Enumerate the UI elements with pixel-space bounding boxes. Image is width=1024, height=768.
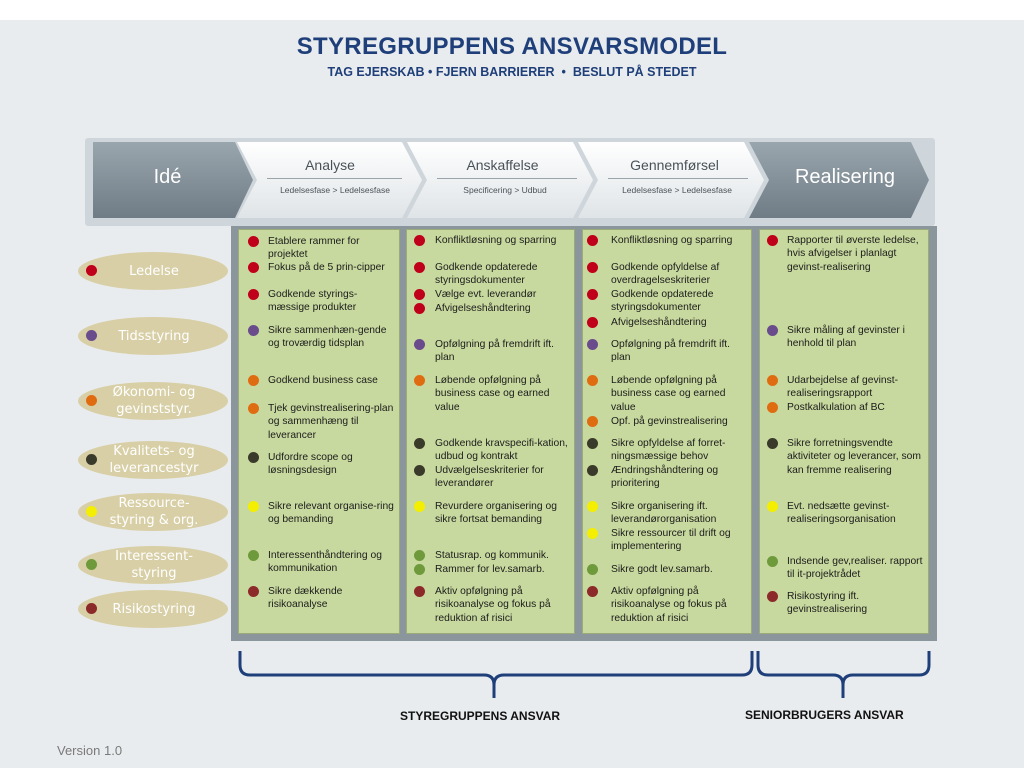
responsibility-item: Etablere rammer for projektet: [268, 236, 360, 261]
stage-gennemforsel-sub: Ledelsesfase > Ledelsesfase: [622, 185, 732, 195]
category-pill: [78, 317, 228, 355]
seniorbruger-responsibility-label: SENIORBRUGERS ANSVAR: [745, 708, 904, 722]
category-pill: [78, 590, 228, 628]
stage-realisering-label: Realisering: [794, 166, 896, 188]
category-dot-icon: [767, 402, 778, 413]
category-dot-icon: [86, 603, 97, 614]
category-dot-icon: [414, 303, 425, 314]
responsibility-item: Fokus på de 5 prin-cipper: [268, 262, 385, 273]
category-dot-icon: [414, 564, 425, 575]
category-dot-icon: [414, 339, 425, 350]
responsibility-item: Sikre måling af gevinster i henhold til plan: [787, 325, 905, 350]
category-pill: [78, 546, 228, 584]
responsibility-item: Indsende gev,realiser. rapport til it-projektrådet: [787, 556, 923, 581]
category-dot-icon: [86, 506, 97, 517]
page-subtitle: TAG EJERSKAB • FJERN BARRIERER • BESLUT PÅ STEDET: [327, 65, 697, 79]
category-dot-icon: [248, 452, 259, 463]
responsibility-item: Godkende kravspecifi-kation, udbud og kontrakt: [435, 438, 568, 463]
category-dot-icon: [248, 586, 259, 597]
category-dot-icon: [248, 289, 259, 300]
category-dot-icon: [587, 339, 598, 350]
stage-ide-label: Idé: [153, 166, 182, 188]
category-dot-icon: [587, 528, 598, 539]
responsibility-item: Aktiv opfølgning på risikoanalyse og fokus på reduktion af risici: [611, 586, 727, 624]
responsibility-item: Løbende opfølgning på business case og earned value: [435, 375, 550, 413]
responsibility-item: Godkende opdaterede styringsdokumenter: [611, 289, 714, 314]
responsibility-item: Risikostyring ift. gevinstrealisering: [787, 591, 868, 616]
category-dot-icon: [248, 236, 259, 247]
stage-analyse-label: Analyse: [305, 157, 355, 173]
responsibility-item: Sikre relevant organise-ring og bemanding: [268, 501, 394, 526]
category-label: Ledelse: [129, 263, 179, 279]
category-dot-icon: [414, 586, 425, 597]
responsibility-item: Opfølgning på fremdrift ift. plan: [435, 339, 555, 364]
stage-anskaffelse-label: Anskaffelse: [466, 157, 539, 173]
category-pill: [78, 493, 228, 531]
category-dot-icon: [414, 550, 425, 561]
category-label: Ressource-styring & org.: [109, 496, 199, 528]
responsibility-item: Sikre organisering ift. leverandørorganisation: [611, 501, 717, 526]
responsibility-item: Sikre opfyldelse af forret-ningsmæssige behov: [611, 438, 726, 463]
responsibility-item: Vælge evt. leverandør: [435, 289, 537, 300]
stage-anskaffelse-sub: Specificering > Udbud: [463, 185, 547, 195]
responsibility-item: Sikre sammenhæn-gende og troværdig tidsplan: [268, 325, 387, 350]
category-dot-icon: [414, 235, 425, 246]
stage-gennemforsel-label: Gennemførsel: [630, 157, 719, 173]
responsibility-item: Godkende opdaterede styringsdokumenter: [435, 262, 538, 287]
responsibility-item: Godkende opfyldelse af overdragelseskriterier: [611, 262, 720, 287]
category-label: Økonomi- og gevinststyr.: [112, 385, 196, 417]
category-label: Tidsstyring: [118, 328, 190, 344]
category-dot-icon: [767, 375, 778, 386]
category-dot-icon: [587, 465, 598, 476]
category-dot-icon: [248, 375, 259, 386]
responsibility-item: Tjek gevinstrealisering-plan og sammenhæng til leverancer: [268, 403, 394, 441]
responsibility-item: Udfordre scope og løsningsdesign: [268, 452, 353, 477]
responsibility-item: Sikre forretningsvendte aktiviteter og leverancer, som kan fremme realisering: [787, 438, 921, 476]
category-dot-icon: [414, 289, 425, 300]
category-dot-icon: [587, 375, 598, 386]
category-dot-icon: [587, 317, 598, 328]
category-dot-icon: [767, 438, 778, 449]
category-dot-icon: [767, 325, 778, 336]
category-dot-icon: [767, 235, 778, 246]
category-dot-icon: [86, 395, 97, 406]
responsibility-item: Interessenthåndtering og kommunikation: [268, 550, 382, 575]
responsibility-item: Rammer for lev.samarb.: [435, 564, 545, 575]
stage-analyse-arrow: [237, 142, 422, 218]
responsibility-item: Konfliktløsning og sparring: [435, 235, 557, 246]
stage-analyse-divider: [267, 178, 402, 179]
category-dot-icon: [414, 438, 425, 449]
category-label: Risikostyring: [112, 601, 196, 617]
responsibility-item: Udvælgelseskriterier for leverandører: [435, 465, 544, 490]
category-dot-icon: [587, 501, 598, 512]
category-dot-icon: [86, 330, 97, 341]
styregruppe-responsibility-label: STYREGRUPPENS ANSVAR: [400, 709, 561, 723]
category-dot-icon: [248, 501, 259, 512]
responsibility-item: Opf. på gevinstrealisering: [611, 416, 728, 427]
responsibility-item: Afvigelseshåndtering: [611, 317, 707, 328]
category-dot-icon: [248, 325, 259, 336]
stage-anskaffelse-arrow: [407, 142, 593, 218]
category-dot-icon: [587, 564, 598, 575]
responsibility-item: Godkend business case: [268, 375, 378, 386]
category-dot-icon: [414, 465, 425, 476]
stage-gennemforsel-divider: [608, 178, 748, 179]
version-label: Version 1.0: [57, 743, 123, 758]
category-dot-icon: [767, 591, 778, 602]
responsibility-item: Evt. nedsætte gevinst-realiseringsorganisation: [787, 501, 896, 526]
category-dot-icon: [767, 556, 778, 567]
category-dot-icon: [414, 375, 425, 386]
responsibility-item: Aktiv opfølgning på risikoanalyse og fokus på reduktion af risici: [435, 586, 551, 624]
category-dot-icon: [248, 550, 259, 561]
category-label: Kvalitets- og leverancestyr: [109, 444, 199, 476]
responsibility-item: Sikre dækkende risikoanalyse: [268, 586, 343, 611]
category-dot-icon: [86, 559, 97, 570]
page-title: STYREGRUPPENS ANSVARSMODEL: [296, 33, 728, 60]
responsibility-item: Rapporter til øverste ledelse, hvis afvigelser i planlagt gevinst-realisering: [787, 235, 919, 273]
responsibility-item: Sikre godt lev.samarb.: [611, 564, 713, 575]
responsibility-item: Udarbejdelse af gevinst-realiseringsrapport: [787, 375, 899, 400]
responsibility-item: Godkende styrings-mæssige produkter: [268, 289, 358, 314]
category-dot-icon: [414, 501, 425, 512]
category-dot-icon: [248, 262, 259, 273]
responsibility-item: Statusrap. og kommunik.: [435, 550, 549, 561]
category-pill: [78, 252, 228, 290]
responsibility-item: Ændringshåndtering og prioritering: [611, 465, 719, 490]
responsibility-item: Revurdere organisering og sikre fortsat bemanding: [435, 501, 557, 526]
responsibility-item: Opfølgning på fremdrift ift. plan: [611, 339, 731, 364]
category-dot-icon: [86, 454, 97, 465]
responsibility-item: Postkalkulation af BC: [787, 402, 885, 413]
category-dot-icon: [767, 501, 778, 512]
category-pill: [78, 382, 228, 420]
category-dot-icon: [587, 262, 598, 273]
category-label: Interessent-styring: [115, 549, 193, 581]
stage-anskaffelse-divider: [437, 178, 577, 179]
responsibility-item: Afvigelseshåndtering: [435, 303, 531, 314]
stage-analyse-sub: Ledelsesfase > Ledelsesfase: [280, 185, 390, 195]
category-dot-icon: [587, 289, 598, 300]
responsibility-item: Sikre ressourcer til drift og implementering: [611, 528, 731, 553]
category-dot-icon: [587, 416, 598, 427]
responsibility-item: Konfliktløsning og sparring: [611, 235, 733, 246]
category-dot-icon: [587, 586, 598, 597]
category-dot-icon: [587, 438, 598, 449]
category-dot-icon: [248, 403, 259, 414]
category-dot-icon: [86, 265, 97, 276]
category-dot-icon: [587, 235, 598, 246]
stage-gennemforsel-arrow: [578, 142, 764, 218]
responsibility-item: Løbende opfølgning på business case og earned value: [611, 375, 726, 413]
category-dot-icon: [414, 262, 425, 273]
category-pill: [78, 441, 228, 479]
